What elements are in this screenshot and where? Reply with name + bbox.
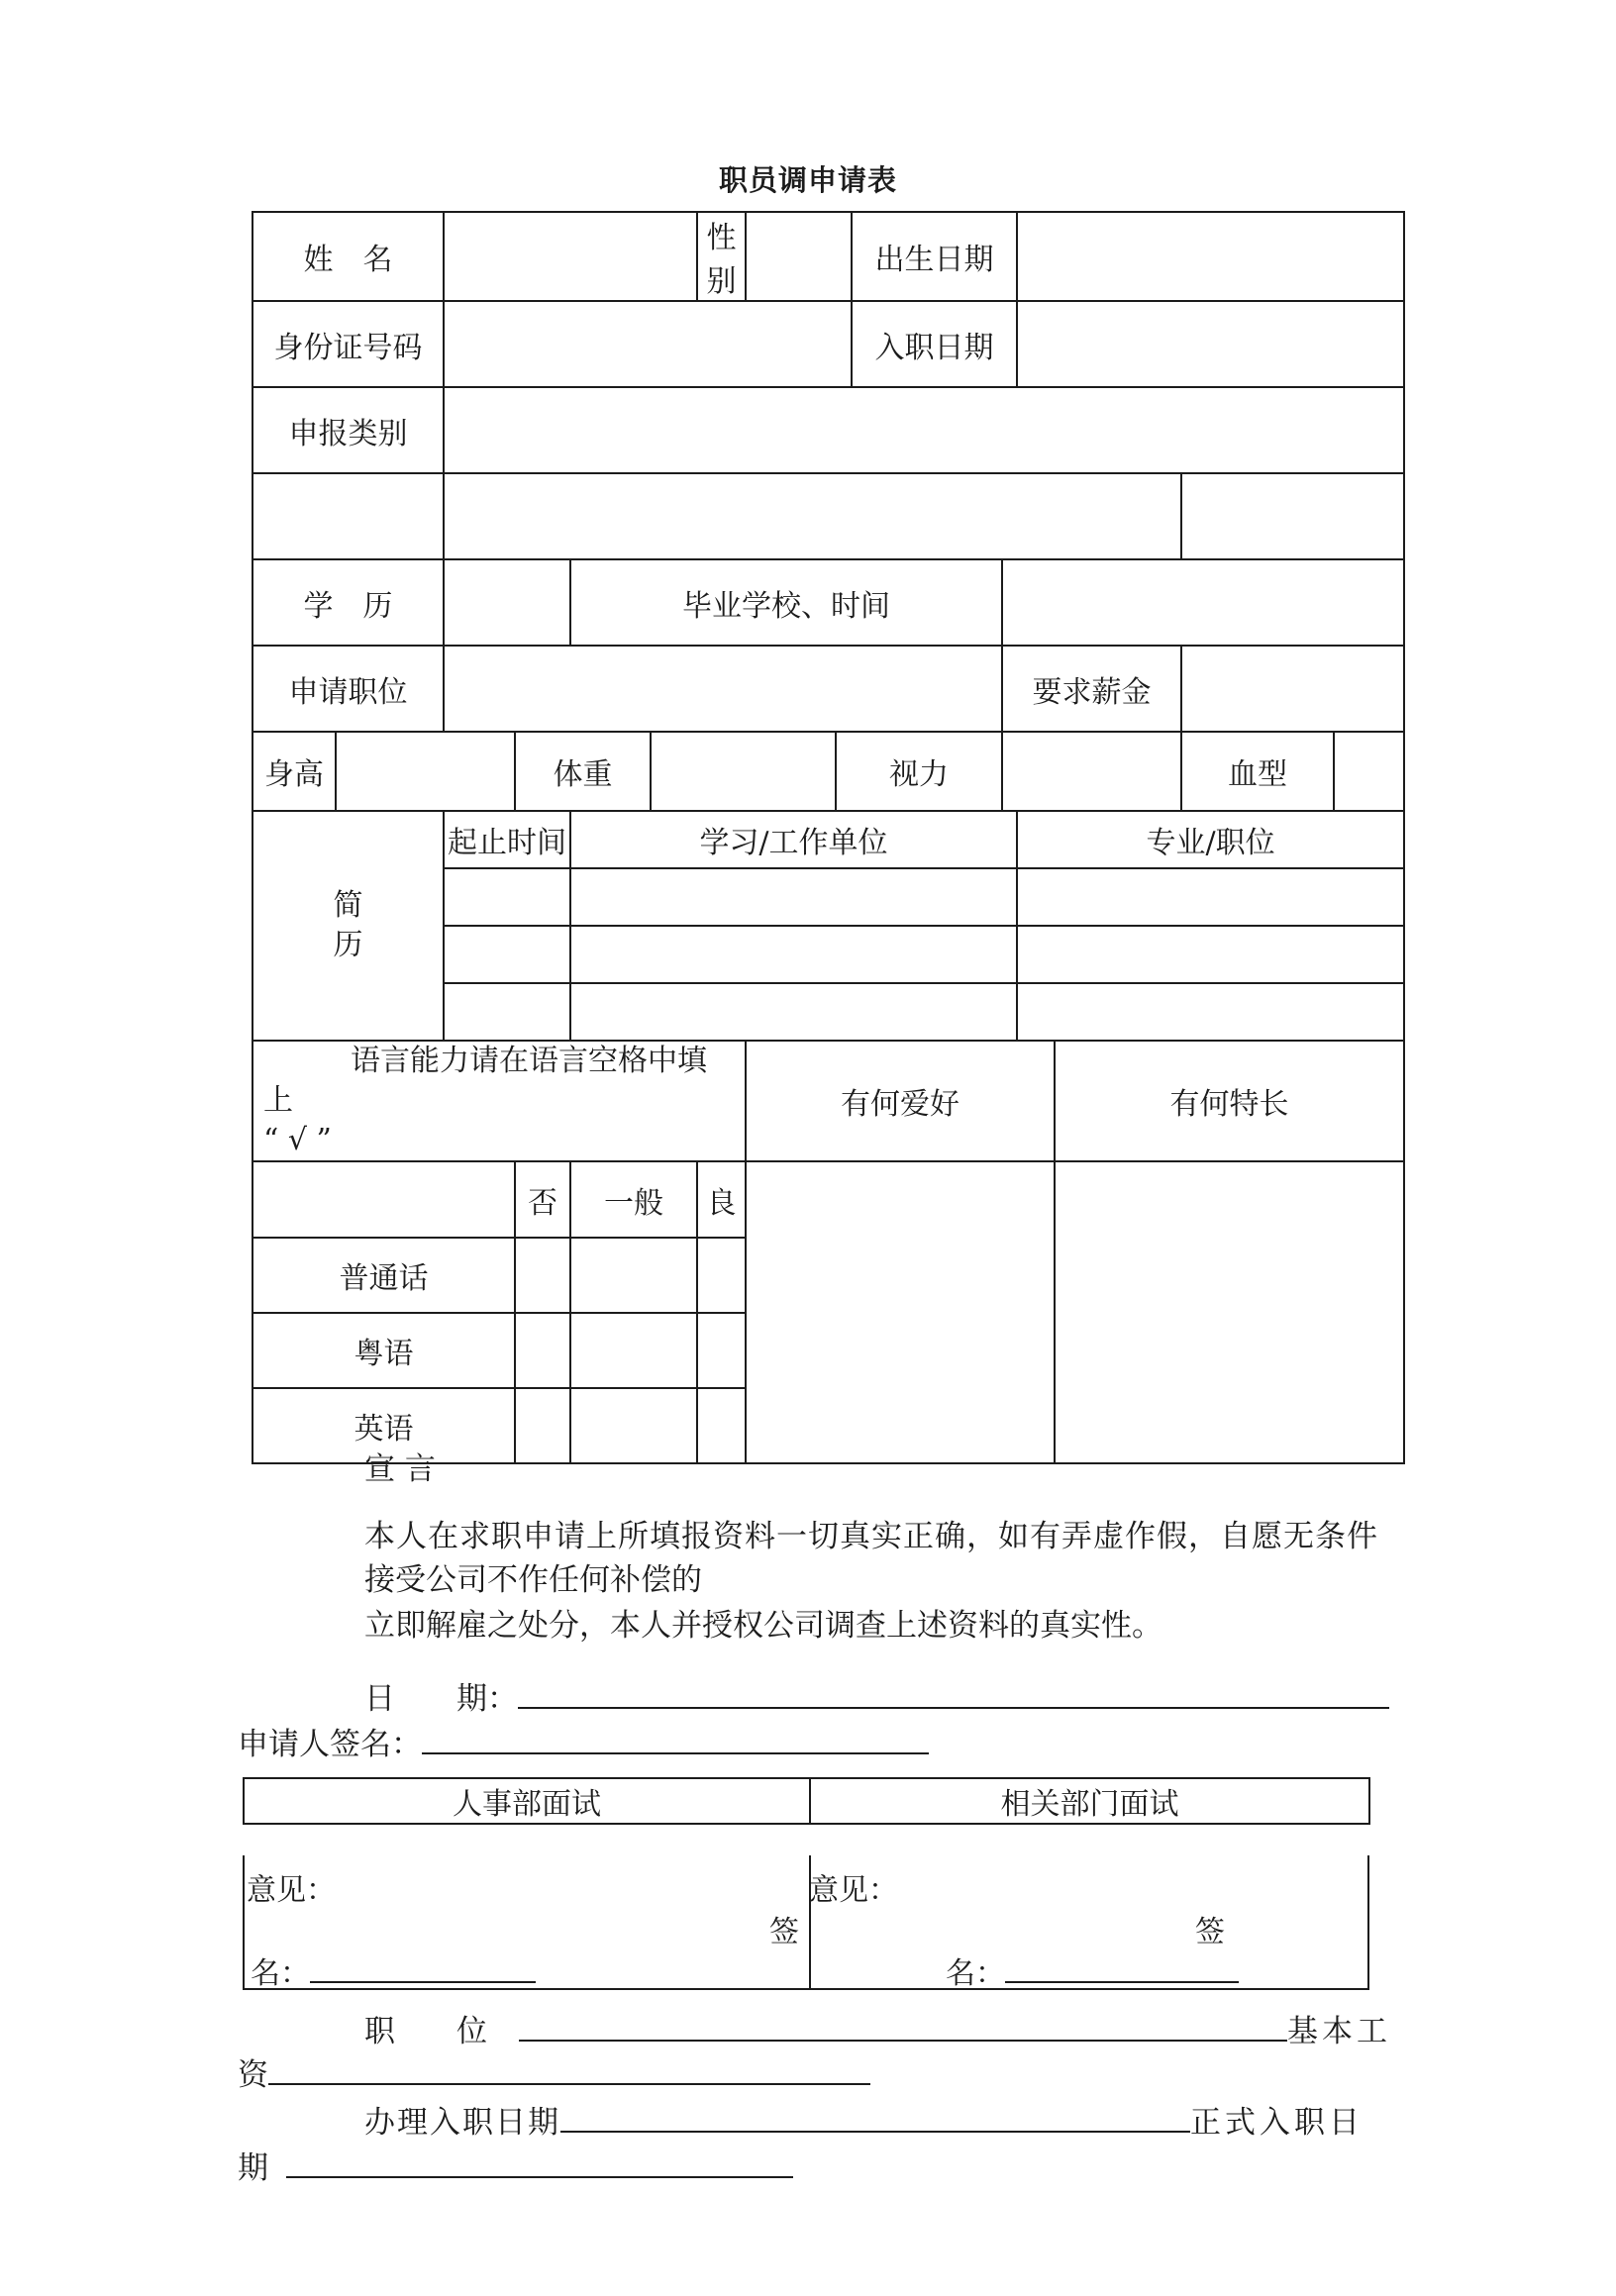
hr-name-label: 名： [251,1956,310,1991]
language-name: 英语 [252,1388,515,1463]
name-field[interactable] [444,212,697,301]
dept-sign-row [946,1948,1239,1992]
hr-sign-line[interactable] [310,1951,536,1983]
dept-opinion-label: 意见： [809,1873,898,1908]
row-position [252,646,1404,732]
hobby-label: 有何爱好 [746,1041,1055,1161]
id-number-label: 身份证号码 [252,301,444,387]
height-label: 身高 [252,732,336,811]
join-date-label: 入职日期 [852,301,1017,387]
level-good-checkbox[interactable] [697,1238,746,1313]
onboard-date-row [364,2101,1364,2145]
gender-label: 性别 [697,212,746,301]
row-name [252,212,1404,301]
blood-type-field[interactable] [1334,732,1404,811]
resume-col-role: 专业/职位 [1017,811,1404,868]
resume-col-employer: 学习/工作单位 [570,811,1017,868]
resume-role-field[interactable] [1017,926,1404,983]
hr-opinion-box[interactable] [243,1855,811,1990]
resume-employer-field[interactable] [570,926,1017,983]
level-average-checkbox[interactable] [570,1388,697,1463]
formal-date-line[interactable] [286,2146,793,2178]
hr-sign-char: 签 [769,1915,799,1949]
level-good-checkbox[interactable] [697,1313,746,1388]
position-field[interactable] [444,646,1002,732]
language-corner-cell [252,1161,515,1238]
school-time-label: 毕业学校、时间 [570,559,1002,646]
row-education [252,559,1404,646]
blood-type-label: 血型 [1181,732,1334,811]
language-note [252,1041,746,1161]
onboard-date-line[interactable] [560,2101,1190,2133]
applicant-info-table [252,211,1405,1464]
blank-label-cell [252,473,444,559]
category-field[interactable] [444,387,1404,473]
level-no-checkbox[interactable] [515,1388,570,1463]
row-resume-header [252,811,1404,868]
resume-employer-field[interactable] [570,983,1017,1041]
form-title: 职员调申请表 [718,163,897,197]
date-row [364,1677,1389,1721]
education-field[interactable] [444,559,570,646]
resume-col-period: 起止时间 [444,811,570,868]
onboard-date-label: 办理入职日期 [364,2105,560,2141]
hr-interview-label: 人事部面试 [244,1778,810,1824]
weight-label: 体重 [515,732,651,811]
level-no: 否 [515,1161,570,1238]
resume-period-field[interactable] [444,926,570,983]
resume-label [252,811,444,1041]
hr-sign-row [251,1948,536,1992]
dept-sign-char: 签 [1195,1915,1225,1949]
vision-label: 视力 [836,732,1002,811]
join-date-field[interactable] [1017,301,1404,387]
position-label: 申请职位 [252,646,444,732]
base-salary-label-2: 资 [238,2057,268,2093]
hire-position-label: 职 位 [364,2014,487,2049]
row-category [252,387,1404,473]
resume-period-field[interactable] [444,983,570,1041]
resume-period-field[interactable] [444,868,570,926]
row-id [252,301,1404,387]
dept-sign-line[interactable] [1005,1951,1239,1983]
dept-name-label: 名： [946,1956,1005,1991]
salary-label: 要求薪金 [1002,646,1181,732]
row-language-header [252,1041,1404,1161]
declaration-line2: 接受公司不作任何补偿的 [364,1562,702,1598]
salary-field[interactable] [1181,646,1404,732]
blank-field-cell[interactable] [444,473,1181,559]
name-label: 姓 名 [252,212,444,301]
resume-role-field[interactable] [1017,983,1404,1041]
base-salary-label-1: 基本工 [1287,2014,1391,2049]
base-salary-row [238,2053,870,2097]
declaration-line3: 立即解雇之处分，本人并授权公司调查上述资料的真实性。 [364,1608,1162,1644]
date-line[interactable] [518,1677,1389,1709]
specialty-field[interactable] [1055,1161,1404,1463]
hr-opinion-label: 意见： [247,1873,336,1908]
formal-date-label-2: 期 [238,2150,268,2186]
gender-field[interactable] [746,212,852,301]
education-label: 学 历 [252,559,444,646]
resume-label-line1: 简 [333,888,363,923]
level-no-checkbox[interactable] [515,1313,570,1388]
dept-interview-label: 相关部门面试 [810,1778,1369,1824]
formal-date-label-1: 正式入职日 [1190,2105,1364,2141]
applicant-sign-line[interactable] [422,1723,929,1754]
level-good-checkbox[interactable] [697,1388,746,1463]
vision-field[interactable] [1002,732,1181,811]
level-good: 良 [697,1161,746,1238]
id-number-field[interactable] [444,301,852,387]
language-name: 普通话 [252,1238,515,1313]
resume-role-field[interactable] [1017,868,1404,926]
dept-opinion-box[interactable] [807,1855,1369,1990]
resume-employer-field[interactable] [570,868,1017,926]
language-note-line2: “ √ ” [263,1123,332,1157]
date-label: 日 期： [364,1681,518,1717]
hire-position-line[interactable] [519,2010,1287,2042]
row-blank [252,473,1404,559]
row-language-levels [252,1161,1404,1238]
declaration-heading: 宣 言 [364,1451,436,1487]
applicant-sign-label: 申请人签名： [238,1727,422,1762]
hire-position-row [364,2010,1391,2053]
level-average: 一般 [570,1161,697,1238]
language-note-line1: 语言能力请在语言空格中填上 [263,1044,707,1118]
birth-date-field[interactable] [1017,212,1404,301]
level-no-checkbox[interactable] [515,1238,570,1313]
language-name: 粤语 [252,1313,515,1388]
blank-right-cell[interactable] [1181,473,1404,559]
height-field[interactable] [336,732,515,811]
row-physical [252,732,1404,811]
category-label: 申报类别 [252,387,444,473]
interview-header-table [243,1777,1370,1825]
applicant-sign-row [238,1723,929,1766]
base-salary-line[interactable] [268,2053,870,2085]
specialty-label: 有何特长 [1055,1041,1404,1161]
level-average-checkbox[interactable] [570,1238,697,1313]
formal-date-row [238,2146,793,2190]
birth-date-label: 出生日期 [852,212,1017,301]
resume-label-line2: 历 [333,928,363,962]
level-average-checkbox[interactable] [570,1313,697,1388]
hobby-field[interactable] [746,1161,1055,1463]
school-time-field[interactable] [1002,559,1404,646]
weight-field[interactable] [651,732,836,811]
declaration-line1: 本人在求职申请上所填报资料一切真实正确，如有弄虚作假，自愿无条件 [364,1519,1378,1554]
